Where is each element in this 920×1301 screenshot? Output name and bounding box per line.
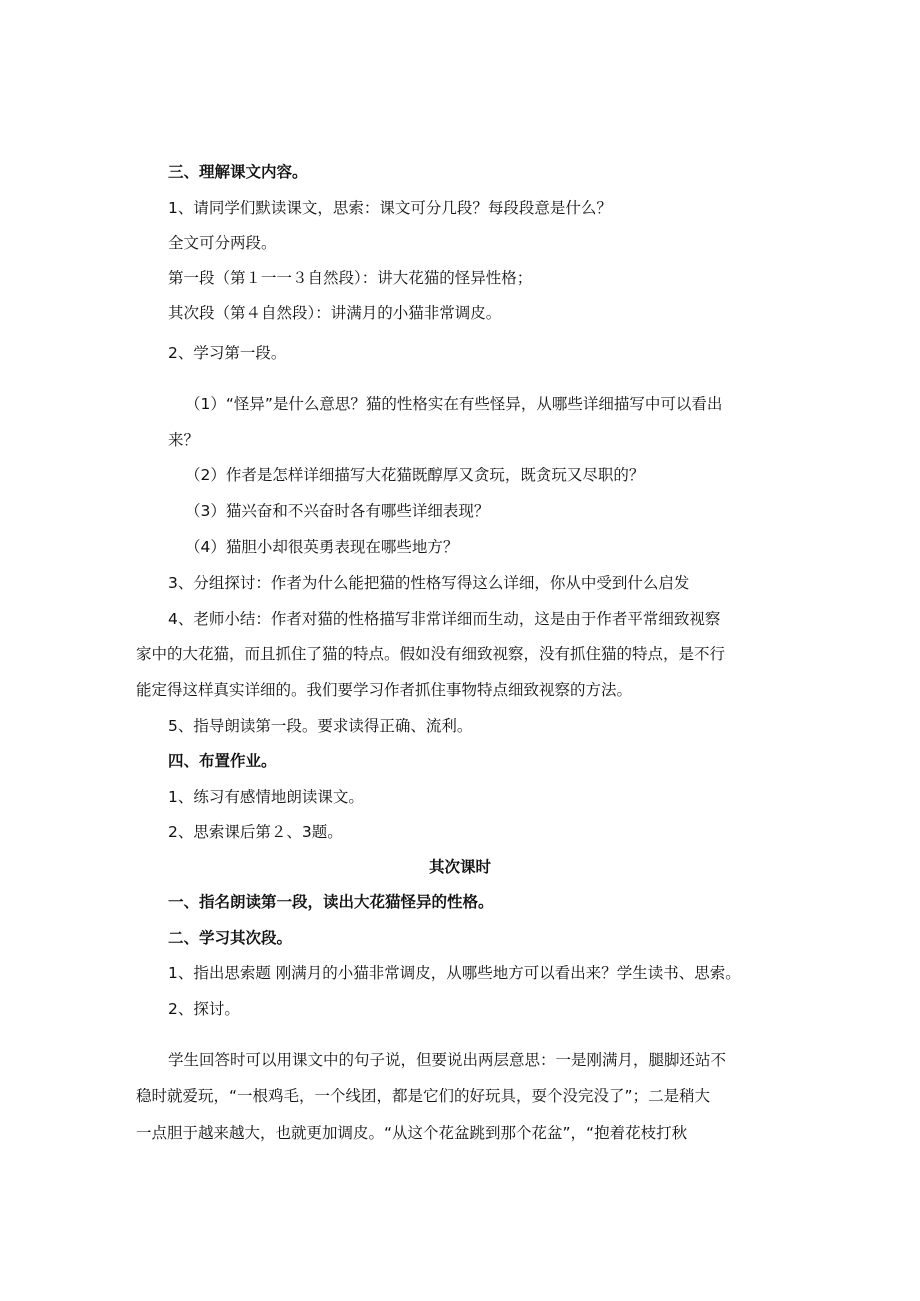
answer-part-one: 第一段（第１一一３自然段）：讲大花猫的怪异性格； [168,269,533,287]
sub-question-3: （3）猫兴奋和不兴奋时各有哪些详细表现？ [185,502,490,520]
teacher-summary-line-2: 家中的大花猫，而且抓住了猫的特点。假如没有细致视察，没有抓住猫的特点，是不行 [136,645,726,663]
homework-item-2: 2、思索课后第２、3题。 [168,823,343,841]
answer-part-two: 其次段（第４自然段）：讲满月的小猫非常调皮。 [168,304,502,322]
second-lesson-title: 其次课时 [428,858,491,876]
homework-item-1: 1、练习有感情地朗读课文。 [168,788,364,806]
sub-question-1-line-2: 来？ [168,431,200,449]
sub-question-2: （2）作者是怎样详细描写大花猫既醇厚又贪玩，既贪玩又尽职的？ [185,466,645,484]
sub-question-4: （4）猫胆小却很英勇表现在哪些地方？ [185,538,459,556]
question-paragraph-division: 1、请同学们默读课文，思索：课文可分几段？每段段意是什么？ [168,199,612,217]
lesson2-step-1: 一、指名朗读第一段，读出大花猫怪异的性格。 [168,893,494,911]
step-guided-reading: 5、指导朗读第一段。要求读得正确、流利。 [168,717,473,735]
step-group-discussion: 3、分组探讨：作者为什么能把猫的性格写得这么详细，你从中受到什么启发 [168,574,690,592]
paragraph-line-3: 一点胆于越来越大，也就更加调皮。“从这个花盆跳到那个花盆”，“抱着花枝打秋 [136,1124,688,1142]
lesson2-step-2: 二、学习其次段。 [168,929,293,947]
sub-question-1-line-1: （1）“怪异”是什么意思？猫的性格实在有些怪异，从哪些详细描写中可以看出 [185,395,723,413]
answer-two-parts: 全文可分两段。 [168,234,277,252]
teacher-summary-line-1: 4、老师小结：作者对猫的性格描写非常详细而生动，这是由于作者平常细致视察 [168,610,721,628]
paragraph-line-1: 学生回答时可以用课文中的句子说，但要说出两层意思：一是刚满月，腿脚还站不 [168,1051,727,1069]
paragraph-line-2: 稳时就爱玩，“一根鸡毛，一个线团，都是它们的好玩具，耍个没完没了”；二是稍大 [136,1087,711,1105]
section-heading-understand-text: 三、理解课文内容。 [168,163,308,181]
teacher-summary-line-3: 能定得这样真实详细的。我们要学习作者抓住事物特点细致视察的方法。 [136,681,633,699]
lesson2-question-1: 1、指出思索题 刚满月的小猫非常调皮，从哪些地方可以看出来？学生读书、思索。 [168,964,741,982]
lesson2-discussion: 2、探讨。 [168,1000,240,1018]
section-heading-homework: 四、布置作业。 [168,752,277,770]
step-study-part-one: 2、学习第一段。 [168,344,287,362]
